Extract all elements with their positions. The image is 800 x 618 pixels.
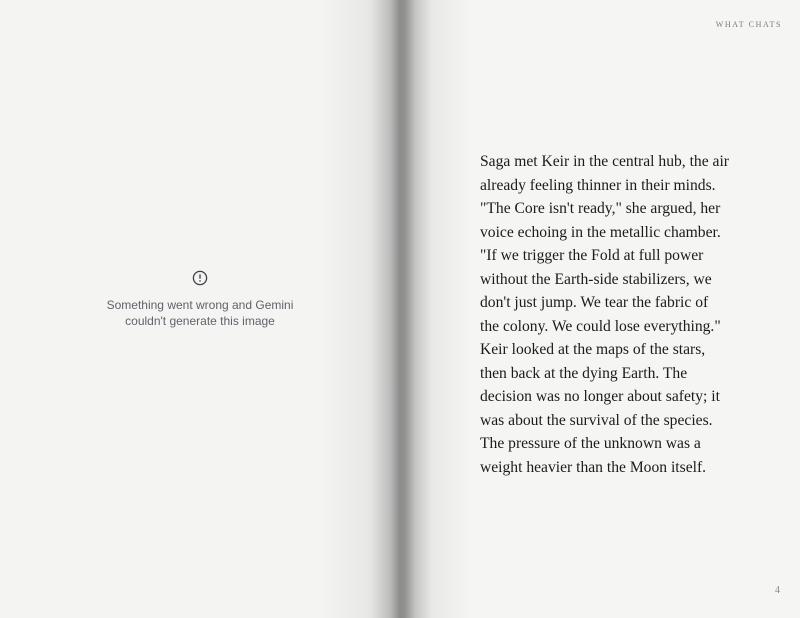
running-header: WHAT CHATS bbox=[715, 20, 782, 29]
alert-circle-icon bbox=[192, 270, 208, 286]
image-error-placeholder bbox=[100, 270, 300, 329]
page-number: 4 bbox=[775, 585, 780, 596]
right-page bbox=[400, 0, 800, 618]
error-message: Something went wrong and Gemini couldn't generate this image bbox=[106, 298, 294, 328]
story-paragraph: Saga met Keir in the central hub, the air already feeling thinner in their minds. "The Core isn't ready," she argued, her voice echoing in the metallic chamber. "If we trigger the Fold at full power without the Earth-side stabilizers, we don't just jump. We tear the fabric of the colony. We could lose everything." Keir looked at the maps of the stars, then back at the dying Earth. The decision was no longer about safety; it was about the survival of the species. The pressure of the unknown was a weight heavier than the Moon itself. bbox=[480, 153, 729, 476]
